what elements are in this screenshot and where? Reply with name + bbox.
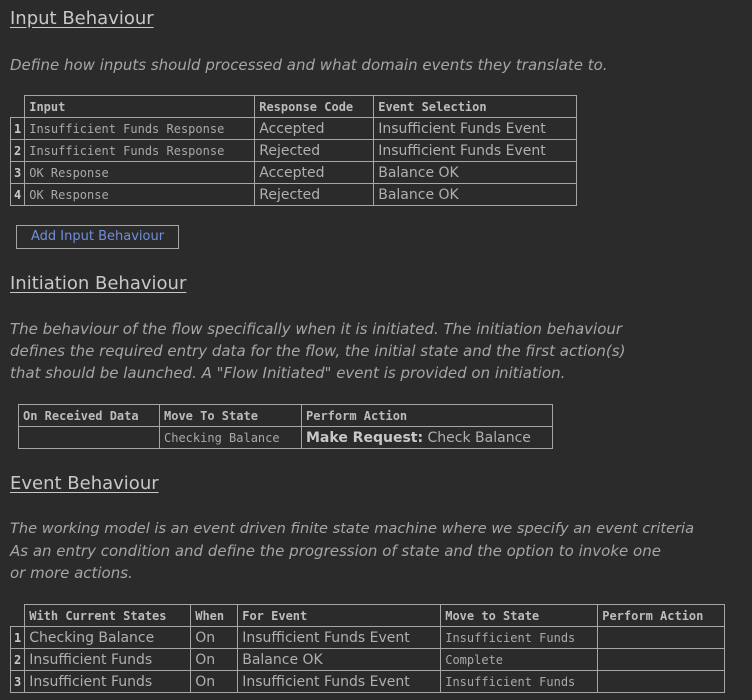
column-header-input: Input (25, 96, 255, 118)
initiation-table (18, 404, 553, 449)
input-behaviour-title: Input Behaviour (10, 8, 154, 29)
when-cell[interactable]: On (191, 671, 238, 693)
input-cell[interactable]: OK Response (25, 184, 255, 206)
event-description-line-1: The working model is an event driven finite state machine where we specify an event criteria (10, 520, 695, 537)
column-header-on-received-data: On Received Data (19, 405, 160, 427)
table-row[interactable] (11, 184, 577, 206)
event-behaviour-title: Event Behaviour (10, 473, 159, 494)
response-code-cell[interactable]: Accepted (255, 118, 374, 140)
action-value: Check Balance (427, 429, 531, 446)
initiation-description-line-1: The behaviour of the flow specifically when it is initiated. The initiation behaviour (10, 320, 623, 338)
event-selection-cell[interactable]: Balance OK (374, 162, 577, 184)
event-behaviour-table (10, 604, 725, 693)
move-to-state-cell[interactable]: Insufficient Funds (441, 671, 598, 693)
when-cell[interactable]: On (191, 649, 238, 671)
column-header-perform-action: Perform Action (302, 405, 553, 427)
column-header-with-current-states: With Current States (25, 605, 191, 627)
input-cell[interactable]: OK Response (25, 162, 255, 184)
table-header-row (11, 605, 725, 627)
event-selection-cell[interactable]: Balance OK (374, 184, 577, 206)
perform-action-cell[interactable] (302, 427, 553, 449)
move-to-state-cell[interactable]: Complete (441, 649, 598, 671)
current-state-cell[interactable]: Insufficient Funds (25, 671, 191, 693)
column-header-perform-action: Perform Action (598, 605, 725, 627)
input-cell[interactable]: Insufficient Funds Response (25, 140, 255, 162)
event-description-line-3: or more actions. (10, 564, 133, 582)
row-number: 2 (11, 649, 25, 671)
event-description-line-2: As an entry condition and define the progression of state and the option to invoke one (10, 542, 661, 560)
initiation-description-line-2: defines the required entry data for the flow, the initial state and the first action(s) (10, 342, 626, 360)
initiation-behaviour-title: Initiation Behaviour (10, 273, 187, 294)
column-header-event-selection: Event Selection (374, 96, 577, 118)
row-number: 4 (11, 184, 25, 206)
table-row[interactable] (11, 140, 577, 162)
response-code-cell[interactable]: Accepted (255, 162, 374, 184)
when-cell[interactable]: On (191, 627, 238, 649)
for-event-cell[interactable]: Balance OK (238, 649, 441, 671)
response-code-cell[interactable]: Rejected (255, 184, 374, 206)
row-number-header (11, 605, 25, 627)
table-row[interactable] (11, 118, 577, 140)
current-state-cell[interactable]: Checking Balance (25, 627, 191, 649)
table-row[interactable] (11, 649, 725, 671)
action-type-label: Make Request: (306, 429, 424, 446)
event-selection-cell[interactable]: Insufficient Funds Event (374, 118, 577, 140)
response-code-cell[interactable]: Rejected (255, 140, 374, 162)
table-header-row (19, 405, 553, 427)
column-header-move-to-state: Move to State (441, 605, 598, 627)
for-event-cell[interactable]: Insufficient Funds Event (238, 627, 441, 649)
row-number: 2 (11, 140, 25, 162)
move-to-state-cell[interactable]: Checking Balance (160, 427, 302, 449)
initiation-description-line-3: that should be launched. A "Flow Initiated" event is provided on initiation. (10, 364, 566, 382)
table-row[interactable] (19, 427, 553, 449)
move-to-state-cell[interactable]: Insufficient Funds (441, 627, 598, 649)
column-header-for-event: For Event (238, 605, 441, 627)
column-header-move-to-state: Move To State (160, 405, 302, 427)
for-event-cell[interactable]: Insufficient Funds Event (238, 671, 441, 693)
row-number: 3 (11, 671, 25, 693)
table-row[interactable] (11, 162, 577, 184)
input-behaviour-table (10, 95, 577, 206)
row-number: 1 (11, 627, 25, 649)
table-row[interactable] (11, 671, 725, 693)
row-number: 1 (11, 118, 25, 140)
table-row[interactable] (11, 627, 725, 649)
event-selection-cell[interactable]: Insufficient Funds Event (374, 140, 577, 162)
current-state-cell[interactable]: Insufficient Funds (25, 649, 191, 671)
perform-action-cell[interactable] (598, 671, 725, 693)
received-data-cell[interactable] (19, 427, 160, 449)
row-number-header (11, 96, 25, 118)
input-behaviour-description: Define how inputs should processed and what domain events they translate to. (10, 56, 608, 74)
column-header-when: When (191, 605, 238, 627)
input-cell[interactable]: Insufficient Funds Response (25, 118, 255, 140)
column-header-response-code: Response Code (255, 96, 374, 118)
perform-action-cell[interactable] (598, 627, 725, 649)
table-header-row (11, 96, 577, 118)
add-input-behaviour-button[interactable]: Add Input Behaviour (16, 225, 179, 249)
row-number: 3 (11, 162, 25, 184)
perform-action-cell[interactable] (598, 649, 725, 671)
